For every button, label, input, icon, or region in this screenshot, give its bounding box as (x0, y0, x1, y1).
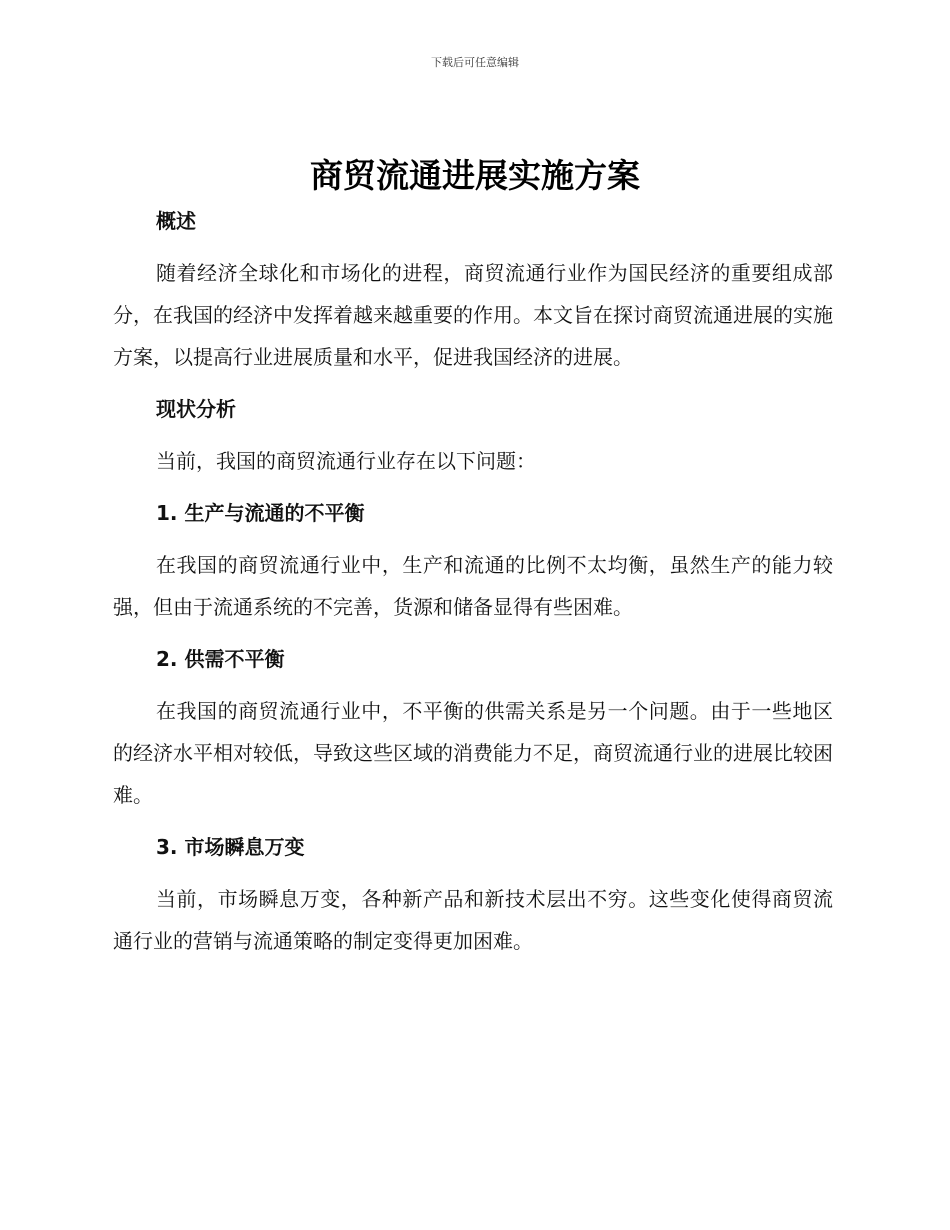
section-paragraph: 在我国的商贸流通行业中，生产和流通的比例不太均衡，虽然生产的能力较强，但由于流通系统的不完善，货源和储备显得有些困难。 (113, 553, 833, 619)
section-paragraph: 随着经济全球化和市场化的进程，商贸流通行业作为国民经济的重要组成部分，在我国的经济中发挥着越来越重要的作用。本文旨在探讨商贸流通进展的实施方案，以提高行业进展质量和水平，促进我国经济的进展。 (113, 261, 833, 369)
section-paragraph: 在我国的商贸流通行业中，不平衡的供需关系是另一个问题。由于一些地区的经济水平相对较低，导致这些区域的消费能力不足，商贸流通行业的进展比较困难。 (113, 699, 833, 807)
document-body (113, 200, 833, 962)
page-header-note: 下载后可任意编辑 (431, 56, 519, 69)
document-title: 商贸流通进展实施方案 (310, 156, 640, 195)
section-heading-supply-demand: 2. 供需不平衡 (156, 647, 285, 671)
section-heading-overview: 概述 (156, 209, 196, 233)
section-paragraph: 当前，我国的商贸流通行业存在以下问题： (156, 449, 536, 473)
section-heading-production-imbalance: 1. 生产与流通的不平衡 (156, 501, 365, 525)
section-heading-market-change: 3. 市场瞬息万变 (156, 835, 305, 859)
section-paragraph: 当前，市场瞬息万变，各种新产品和新技术层出不穷。这些变化使得商贸流通行业的营销与流通策略的制定变得更加困难。 (113, 887, 833, 953)
section-heading-status-analysis: 现状分析 (156, 397, 236, 421)
